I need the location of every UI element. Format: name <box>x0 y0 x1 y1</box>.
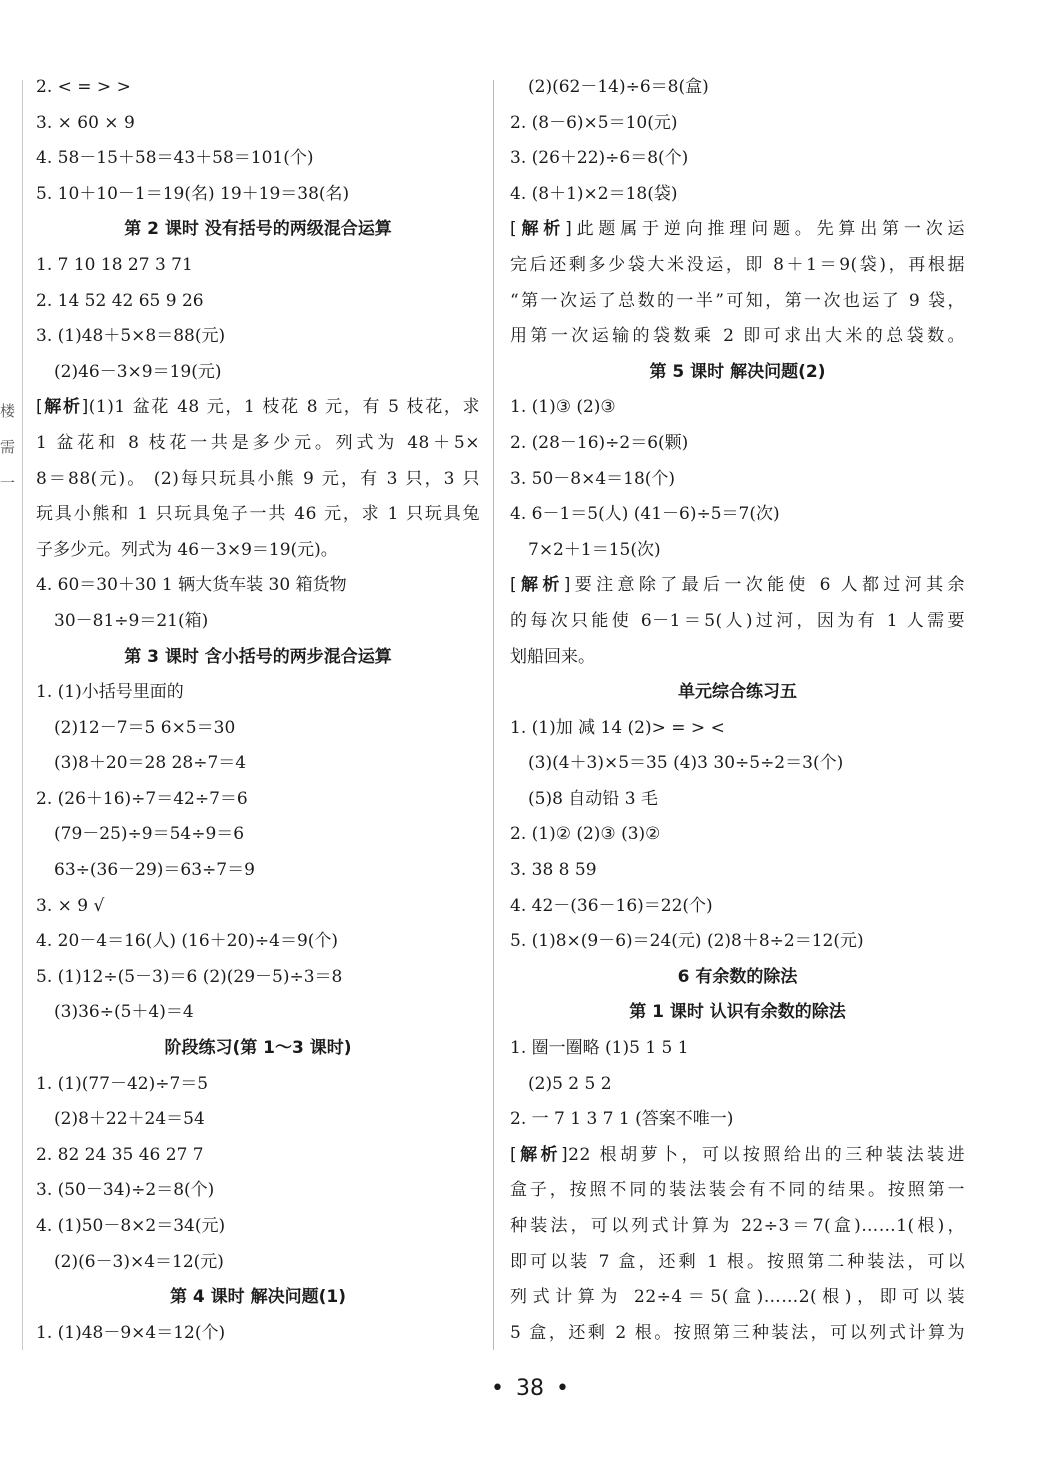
analysis-text: 22 根胡萝卜，可以按照给出的三种装法装进 <box>568 1144 965 1165</box>
answer-line: 1. (1)加 减 14 (2)> = > < <box>510 717 725 738</box>
answer-line: 2. 一 7 1 3 7 1 (答案不唯一) <box>510 1109 734 1130</box>
answer-subline: 7×2＋1＝15(次) <box>528 539 661 560</box>
analysis-text: 此题属于逆向推理问题。先算出第一次运 <box>572 219 966 240</box>
answer-line: 5. (1)8×(9－6)＝24(元) (2)8＋8÷2＝12(元) <box>510 931 864 952</box>
edge-fragment: 需 <box>0 438 16 456</box>
left-margin-rule <box>22 80 23 1350</box>
answer-line: 4. 58－15＋58＝43＋58＝101(个) <box>36 148 314 169</box>
answer-line: 2. (1)② (2)③ (3)② <box>510 824 661 845</box>
analysis-tag: [ 解析 ] <box>510 219 572 239</box>
answer-line: 1. (1)48－9×4＝12(个) <box>36 1322 226 1343</box>
section-heading: 第 5 课时 解决问题(2) <box>649 361 826 382</box>
answer-line: 2. 82 24 35 46 27 7 <box>36 1144 204 1165</box>
answer-line: 2. (26＋16)÷7＝42÷7＝6 <box>36 788 248 809</box>
answer-subline: (3)8＋20＝28 28÷7＝4 <box>54 753 247 774</box>
section-heading: 第 1 课时 认识有余数的除法 <box>629 1002 846 1023</box>
analysis-continuation: “第一次运了总数的一半”可知，第一次也运了 9 袋， <box>510 290 965 311</box>
analysis-line <box>510 568 965 604</box>
answer-line: 1. 7 10 18 27 3 71 <box>36 254 193 275</box>
analysis-continuation: 1 盆花和 8 枝花一共是多少元。列式为 48＋5× <box>36 432 480 453</box>
bullet-dot-right: • <box>556 1376 569 1401</box>
analysis-continuation: 列式计算为 22÷4＝5(盒)……2(根)，即可以装 <box>510 1287 965 1308</box>
section-heading: 6 有余数的除法 <box>677 966 798 987</box>
answer-subline: (2)(6－3)×4＝12(元) <box>54 1251 224 1272</box>
answer-line: 4. 60＝30＋30 1 辆大货车装 30 箱货物 <box>36 575 347 596</box>
analysis-continuation: 用第一次运输的袋数乘 2 即可求出大米的总袋数。 <box>510 326 965 347</box>
left-answer-column <box>36 70 480 1351</box>
column-divider <box>493 80 494 1350</box>
answer-line: 3. × 9 √ <box>36 895 105 916</box>
answer-line: 3. 50－8×4＝18(个) <box>510 468 676 489</box>
answer-line: 1. 圈一圈略 (1)5 1 5 1 <box>510 1038 689 1059</box>
answer-line: 2. < = > > <box>36 77 131 97</box>
answer-subline: (79－25)÷9＝54÷9＝6 <box>54 824 245 845</box>
answer-subline: (5)8 自动铅 3 毛 <box>528 788 658 809</box>
answer-line: 2. (8－6)×5＝10(元) <box>510 112 678 133</box>
analysis-continuation: 5 盒，还剩 2 根。按照第三种装法，可以列式计算为 <box>510 1322 965 1343</box>
analysis-continuation: 盒子，按照不同的装法装会有不同的结果。按照第一 <box>510 1180 965 1201</box>
analysis-continuation: 划船回来。 <box>510 646 595 667</box>
answer-line: 3. (1)48＋5×8＝88(元) <box>36 326 226 347</box>
edge-fragment: 一 <box>0 474 16 492</box>
right-answer-column <box>510 70 965 1351</box>
analysis-continuation: 种装法，可以列式计算为 22÷3＝7(盒)……1(根)， <box>510 1216 965 1236</box>
analysis-tag: [ 解析 ] <box>510 1145 568 1165</box>
answer-line: 4. (8＋1)×2＝18(袋) <box>510 183 678 204</box>
analysis-text: 要注意除了最后一次能使 6 人都过河其余 <box>570 575 966 596</box>
answer-line: 2. 14 52 42 65 9 26 <box>36 290 204 311</box>
answer-line: 3. (26＋22)÷6＝8(个) <box>510 148 689 169</box>
answer-line: 4. 42－(36－16)＝22(个) <box>510 895 713 916</box>
analysis-line <box>510 212 965 248</box>
analysis-tag: [ 解析 ] <box>36 397 89 417</box>
answer-subline: 30－81÷9＝21(箱) <box>54 610 209 631</box>
analysis-continuation: 完后还剩多少袋大米没运，即 8＋1＝9(袋)，再根据 <box>510 254 965 275</box>
page-number-value: 38 <box>516 1376 544 1401</box>
answer-subline: 63÷(36－29)＝63÷7＝9 <box>54 860 255 881</box>
answer-line: 1. (1)(77－42)÷7＝5 <box>36 1073 209 1094</box>
answer-subline: (2)46－3×9＝19(元) <box>54 361 222 382</box>
analysis-continuation: 子多少元。列式为 46－3×9＝19(元)。 <box>36 539 338 560</box>
section-heading: 第 2 课时 没有括号的两级混合运算 <box>124 219 392 240</box>
answer-line: 5. 10＋10－1＝19(名) 19＋19＝38(名) <box>36 183 350 204</box>
analysis-tag: [ 解析 ] <box>510 575 571 595</box>
answer-subline: (3)36÷(5＋4)＝4 <box>54 1002 194 1023</box>
answer-line: 4. 20－4＝16(人) (16＋20)÷4＝9(个) <box>36 931 339 952</box>
answer-line: 4. 6－1＝5(人) (41－6)÷5＝7(次) <box>510 504 780 525</box>
answer-subline: (2)(62－14)÷6＝8(盒) <box>528 77 709 97</box>
analysis-line <box>36 390 480 426</box>
section-heading: 第 3 课时 含小括号的两步混合运算 <box>124 646 392 667</box>
analysis-continuation: 8＝88(元)。 (2)每只玩具小熊 9 元，有 3 只，3 只 <box>36 468 480 489</box>
section-heading: 阶段练习(第 1～3 课时) <box>164 1038 352 1059</box>
section-heading: 单元综合练习五 <box>678 682 797 703</box>
analysis-continuation: 玩具小熊和 1 只玩具兔子一共 46 元，求 1 只玩具兔 <box>36 504 480 525</box>
answer-line: 3. 38 8 59 <box>510 860 597 881</box>
analysis-continuation: 的每次只能使 6－1＝5(人)过河，因为有 1 人需要 <box>510 610 965 631</box>
analysis-line <box>510 1138 965 1174</box>
answer-subline: (2)5 2 5 2 <box>528 1073 612 1094</box>
answer-line: 4. (1)50－8×2＝34(元) <box>36 1216 226 1236</box>
edge-fragment: 楼 <box>0 402 16 420</box>
answer-line: 1. (1)小括号里面的 <box>36 682 184 703</box>
page-number <box>0 1376 1060 1401</box>
answer-line: 3. × 60 × 9 <box>36 112 135 133</box>
answer-subline: (2)12－7＝5 6×5＝30 <box>54 717 236 738</box>
analysis-continuation: 即可以装 7 盒，还剩 1 根。按照第二种装法，可以 <box>510 1251 965 1272</box>
bullet-dot-left: • <box>491 1376 504 1401</box>
answer-subline: (2)8＋22＋24＝54 <box>54 1109 205 1130</box>
answer-line: 1. (1)③ (2)③ <box>510 397 616 418</box>
answer-line: 5. (1)12÷(5－3)＝6 (2)(29－5)÷3＝8 <box>36 966 343 987</box>
section-heading: 第 4 课时 解决问题(1) <box>170 1287 346 1308</box>
analysis-text: (1)1 盆花 48 元，1 枝花 8 元，有 5 枝花，求 <box>88 397 480 418</box>
answer-line: 3. (50－34)÷2＝8(个) <box>36 1180 215 1201</box>
answer-subline: (3)(4＋3)×5＝35 (4)3 30÷5÷2＝3(个) <box>528 753 844 774</box>
answer-line: 2. (28－16)÷2＝6(颗) <box>510 432 689 453</box>
